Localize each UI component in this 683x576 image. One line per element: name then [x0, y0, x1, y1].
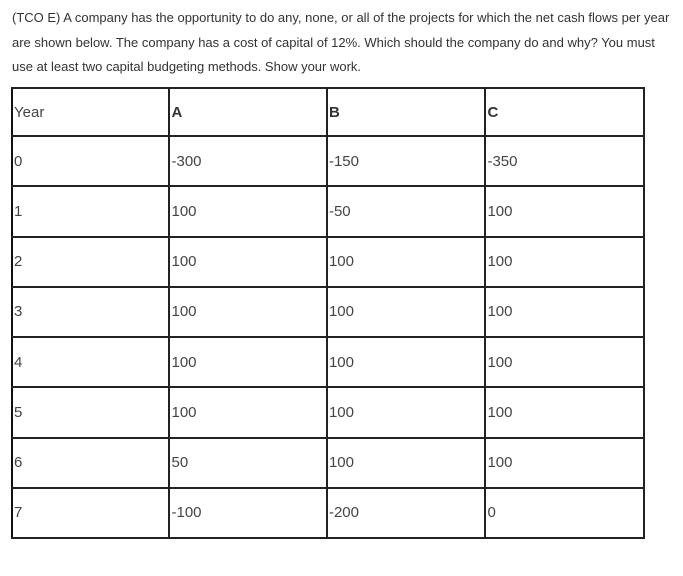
- project-a-cell: 100: [169, 186, 326, 236]
- table-header-row: [12, 88, 644, 136]
- table-row: [12, 387, 644, 437]
- year-cell: 5: [12, 387, 169, 437]
- table-row: [12, 337, 644, 387]
- project-a-cell: 50: [169, 438, 326, 488]
- project-c-cell: 100: [485, 438, 644, 488]
- project-b-cell: -150: [327, 136, 486, 186]
- project-c-cell: 100: [485, 387, 644, 437]
- project-c-cell: 0: [485, 488, 644, 538]
- table-row: [12, 488, 644, 538]
- year-cell: 6: [12, 438, 169, 488]
- table-row: [12, 136, 644, 186]
- project-a-cell: 100: [169, 387, 326, 437]
- year-cell: 1: [12, 186, 169, 236]
- year-cell: 7: [12, 488, 169, 538]
- project-c-cell: 100: [485, 337, 644, 387]
- table-row: [12, 237, 644, 287]
- project-b-cell: -200: [327, 488, 486, 538]
- project-a-cell: -300: [169, 136, 326, 186]
- project-c-cell: 100: [485, 186, 644, 236]
- year-cell: 2: [12, 237, 169, 287]
- header-project-a: A: [169, 88, 326, 136]
- project-b-cell: 100: [327, 337, 486, 387]
- project-c-cell: -350: [485, 136, 644, 186]
- project-a-cell: 100: [169, 237, 326, 287]
- table-row: [12, 186, 644, 236]
- year-cell: 0: [12, 136, 169, 186]
- header-year: Year: [12, 88, 169, 136]
- table-row: [12, 287, 644, 337]
- project-a-cell: 100: [169, 287, 326, 337]
- project-c-cell: 100: [485, 287, 644, 337]
- project-a-cell: -100: [169, 488, 326, 538]
- project-c-cell: 100: [485, 237, 644, 287]
- year-cell: 3: [12, 287, 169, 337]
- project-b-cell: 100: [327, 438, 486, 488]
- question-text: (TCO E) A company has the opportunity to do any, none, or all of the projects for which the net cash flows per year are shown below. The company has a cost of capital of 12%. Which should the company do and why? You must use at least two capital budgeting methods. Show your work.: [12, 10, 670, 74]
- table-row: [12, 438, 644, 488]
- year-cell: 4: [12, 337, 169, 387]
- project-b-cell: -50: [327, 186, 486, 236]
- header-project-c: C: [485, 88, 644, 136]
- project-b-cell: 100: [327, 237, 486, 287]
- project-b-cell: 100: [327, 387, 486, 437]
- project-b-cell: 100: [327, 287, 486, 337]
- project-a-cell: 100: [169, 337, 326, 387]
- header-project-b: B: [327, 88, 486, 136]
- cash-flow-table: [11, 87, 645, 539]
